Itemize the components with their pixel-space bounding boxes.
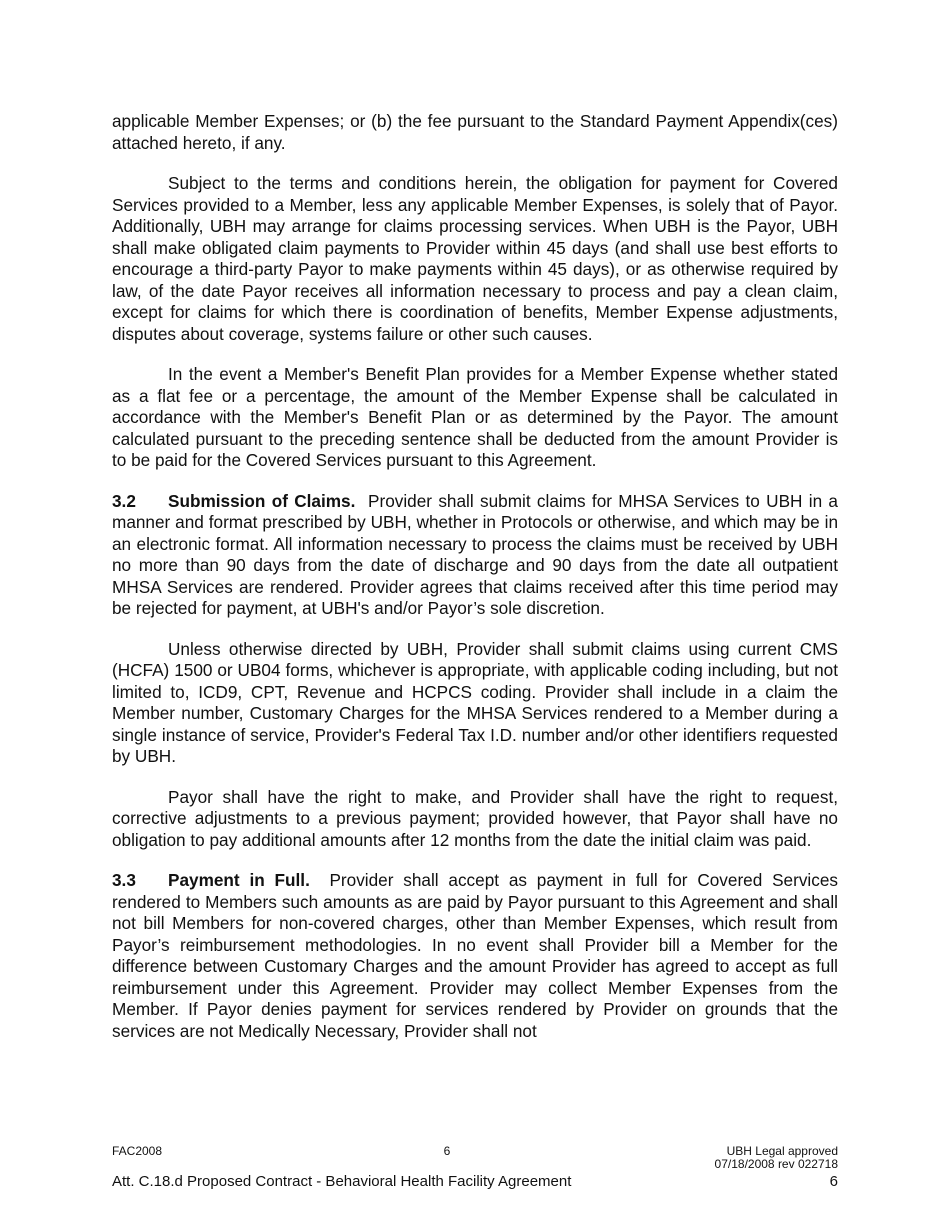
paragraph-continuation: applicable Member Expenses; or (b) the fee pursuant to the Standard Payment Appendix(ces) attached hereto, if any.: [112, 111, 838, 153]
page-number: 6: [443, 1144, 451, 1158]
section-number: 3.2: [112, 490, 136, 511]
attachment-page-number: 6: [829, 1173, 838, 1190]
revision-text: 07/18/2008 rev 022718: [714, 1157, 838, 1171]
section-number: 3.3: [112, 870, 136, 890]
section-3-2: [112, 491, 838, 620]
form-id: FAC2008: [112, 1144, 163, 1158]
section-title: Submission of Claims.: [168, 490, 356, 511]
section-text: Provider shall submit claims for MHSA Services to UBH in a manner and format prescribed by UBH, whether in Protocols or otherwise, and which may be in an electronic format. All information necessary to process the claims must be received by UBH no more than 90 days from the date of discharge and 90 days from the date all outpatient MHSA Services are rendered. Provider agrees that claims received after this time period may be rejected for payment, at UBH's and/or Payor’s sole discretion.: [112, 490, 838, 618]
paragraph-claim-forms: Unless otherwise directed by UBH, Provider shall submit claims using current CMS (HCFA) 1500 or UB04 forms, whichever is appropriate, with applicable coding including, but not limited to, ICD9, CPT, Revenue and HCPCS coding. Provider shall include in a claim the Member number, Customary Charges for the MHSA Services rendered to a Member during a single instance of service, Provider's Federal Tax I.D. number and/or other identifiers requested by UBH.: [112, 638, 838, 766]
paragraph-corrective-adjustments: Payor shall have the right to make, and Provider shall have the right to request, corrective adjustments to a previous payment; provided however, that Payor shall have no obligation to pay additional amounts after 12 months from the date the initial claim was paid.: [112, 786, 838, 850]
approval-note: [715, 1145, 838, 1171]
section-title: Payment in Full.: [168, 870, 310, 890]
paragraph-member-expense: In the event a Member's Benefit Plan provides for a Member Expense whether stated as a flat fee or a percentage, the amount of the Member Expense shall be calculated in accordance with the Member's Benefit Plan or as determined by the Payor. The amount calculated pursuant to the preceding sentence shall be deducted from the amount Provider is to be paid for the Covered Services pursuant to this Agreement.: [112, 364, 838, 470]
paragraph-payment-obligation: Subject to the terms and conditions herein, the obligation for payment for Covered Services provided to a Member, less any applicable Member Expenses, is solely that of Payor. Additionally, UBH may arrange for claims processing services. When UBH is the Payor, UBH shall make obligated claim payments to Provider within 45 days (and shall use best efforts to encourage a third-party Payor to make payments within 45 days), or as otherwise required by law, of the date Payor receives all information necessary to process and pay a clean claim, except for claims for which there is coordination of benefits, Member Expense adjustments, disputes about coverage, systems failure or other such causes.: [112, 173, 838, 344]
document-body: [112, 111, 838, 1061]
section-3-3: [112, 870, 838, 1042]
approval-text: UBH Legal approved: [726, 1144, 838, 1158]
attachment-label: Att. C.18.d Proposed Contract - Behavioral Health Facility Agreement: [112, 1173, 572, 1190]
section-text: Provider shall accept as payment in full for Covered Services rendered to Members such amounts as are paid by Payor pursuant to this Agreement and shall not bill Members for non-covered charges, other than Member Expenses, which result from Payor’s reimbursement methodologies. In no event shall Provider bill a Member for the difference between Customary Charges and the amount Provider has agreed to accept as full reimbursement under this Agreement. Provider may collect Member Expenses from the Member. If Payor denies payment for services rendered by Provider on grounds that the services are not Medically Necessary, Provider shall not: [112, 870, 838, 1041]
